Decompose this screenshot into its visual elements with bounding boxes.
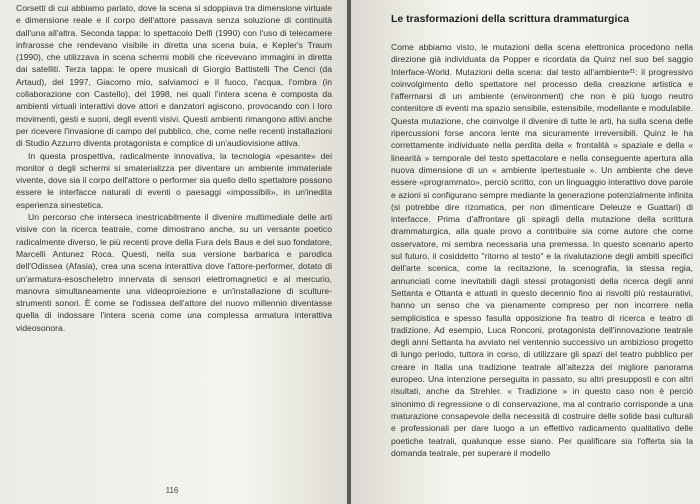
left-page [0,0,349,504]
left-page-body [16,2,332,334]
right-page [351,0,700,504]
paragraph: Come abbiamo visto, le mutazioni della scena elettronica procedono nella direzione già individuata da Popper e ricordata da Quinz nel suo bel saggio Interface-World. Mutazioni della scena: dal testo all'ambiente²¹: il progressivo coinvolgimento dello spettatore nel processo della creazione artistica e l'affermarsi di un ambiente (environment) che non è più luogo neutro contenitore di eventi ma spazio sensibile, estensibile, modellante e modulabile. Questa mutazione, che coinvolge il divenire di tutte le arti, ha sulla scena delle ripercussioni forse ancora lente ma sicuramente irreversibili. Quinz le ha correttamente individuate nella perdita della « frontalità » spaziale e della « linearità » temporale del testo spettacolare e nella conseguente apertura alla nuova dimensione di un « ambiente ipertestuale ». Un ambiente che deve essere «programmato», perciò scritto, con un linguaggio interattivo dove parole e azioni si configurano sempre mediante la generazione potenzialmente infinita (si potrebbe dire rizomatica, per non dimenticare Deleuze e Guattari) di interfacce. Prima d'affrontare gli spiragli della mutazione della scrittura drammaturgica, alla quale provo a contribuire sia come autore che come osservatore, mi sembra necessaria una premessa. In questo scenario aperto sul futuro, il cosiddetto "ritorno al testo" e la rivalutazione degli ambiti specifici dell'arte scenica, come la recitazione, la scenografia, la stessa regia, annunciati come inevitabili dagli stessi protagonisti della ricerca degli anni Settanta e Ottanta e attuati in questo decennio fino ai risvolti più restaurativi, hanno un senso che va pienamente compreso per non incorrere nella semplicistica e spesso fasulla opposizione fra teatro di ricerca e teatro di tradizione. Ad esempio, Luca Ronconi, protagonista dell'innovazione teatrale degli anni Settanta ha avviato nel ventennio successivo un ambizioso progetto di lungo periodo, tuttora in corso, di utilizzare gli spazi del teatro pubblico per creare in Italia una tradizione teatrale all'altezza del migliore panorama europeo. Una intenzione perseguita in passato, su altri presupposti e con altri risultati, anche da Strehler. « Tradizione » in questo caso non è perciò sinonimo di regressione o di conservazione, ma al contrario corrisponde a una maturazione consapevole della necessità di costruire delle solide basi culturali e professionali per dare luogo a un effettivo radicamento qualitativo delle poetiche teatrali, qualunque esse siano. Per qualificare sia l'offerta sia la domanda teatrale, per superare il modello [391,42,693,458]
paragraph: Un percorso che interseca inestricabilmente il divenire multimediale delle arti visive con la ricerca teatrale, come dimostrano anche, su un versante poetico radicalmente diverso, le più recenti prove della Fura dels Baus e del suo fondatore, Marcelli Antunez Roca. Questi, nella sua versione barbarica e parodica dell'Odissea (Afasia), crea una scena interattiva dove l'attore-performer, dotato di un'armatura-esoscheletro innervata di sensori elettromagnetici e al mercurio, manovra simultaneamente una videoproiezione e un'installazione di sculture-strumenti sonori. È come se l'odissea dell'attore del nuovo millennio diventasse quella di indossare l'intera scena come una complessa armatura interattiva videosonora. [16,212,332,333]
right-page-body [391,41,693,459]
paragraph: Corsetti di cui abbiamo parlato, dove la scena si sdoppiava tra dimensione virtuale e dimensione reale e il corpo dell'attore passava senza soluzione di continuità dall'una all'altra. Seconda tappa: lo spettacolo Delfi (1990) con l'uso di telecamere infrarosse che rendevano visibile in diretta una scena buia, e Kepler's Traum (1990), che utilizzava in scena schermi mobili che ricevevano immagini in diretta dai satelliti. Terza tappa: le opere musicali di Giorgio Battistelli The Cenci (da Artaud), del 1997, Giacomo mio, salviamoci e Il fuoco, l'acqua, l'ombra (in collaborazione con Castello), del 1998, nei quali l'intera scena è composta da ambienti virtuali interattivi dove attori e danzatori agiscono, provocando con i loro movimenti, gesti e suoni, degli eventi visivi. Questi ambienti rimangono attivi anche per ricevere l'invasione di campo del pubblico, che, come nelle recenti installazioni di Studio Azzurro diventa protagonista e complice di un'audiovisione attiva. [16,3,332,149]
page-number: 116 [165,486,179,495]
paragraph: In questa prospettiva, radicalmente innovativa, la tecnologia «pesante» dei monitor o degli schermi si smaterializza per diventare un ambiente immateriale vivente, dove sia il corpo dell'attore o performer sia quello dello spettatore possono essere le interfacce naturali di eventi o paesaggi «impossibili», in un'inedita esperienza sinestetica. [16,150,332,210]
section-heading: Le trasformazioni della scrittura drammaturgica [391,13,630,25]
